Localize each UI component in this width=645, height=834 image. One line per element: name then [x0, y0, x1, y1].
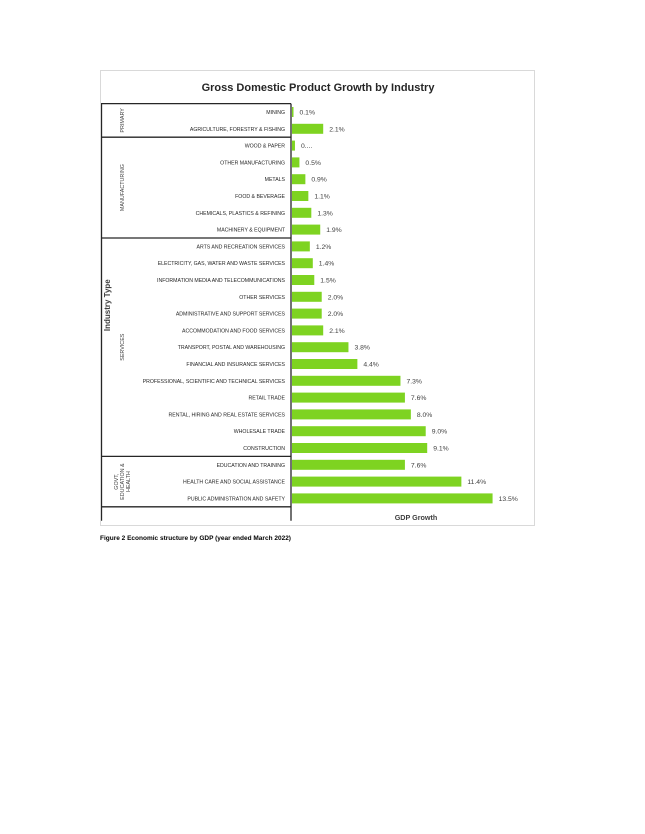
data-label-electricity-gas-water-and-waste-services: 1.4%: [318, 260, 335, 268]
group-label-manufacturing: MANUFACTURING: [120, 164, 126, 212]
category-label-accommodation-and-food-services: ACCOMMODATION AND FOOD SERVICES: [182, 328, 285, 335]
category-label-wholesale-trade: WHOLESALE TRADE: [233, 429, 285, 436]
category-label-education-and-training: EDUCATION AND TRAINING: [216, 462, 285, 469]
data-label-mining: 0.1%: [299, 109, 315, 117]
category-label-electricity-gas-water-and-waste-services: ELECTRICITY, GAS, WATER AND WASTE SERVICES: [157, 261, 285, 268]
x-axis-title: GDP Growth: [394, 513, 438, 522]
data-label-arts-and-recreation-services: 1.2%: [315, 243, 332, 251]
y-axis-title: Industry Type: [103, 279, 112, 332]
data-label-agriculture-forestry-fishing: 2.1%: [329, 126, 345, 134]
data-label-rental-hiring-and-real-estate-services: 8.0%: [416, 411, 433, 419]
data-label-education-and-training: 7.6%: [410, 462, 427, 470]
bar-accommodation-and-food-services: [292, 325, 323, 335]
data-label-metals: 0.9%: [311, 176, 327, 184]
bar-chemicals-plastics-refining: [292, 208, 311, 218]
category-label-machinery-equipment: MACHINERY & EQUIPMENT: [216, 227, 285, 234]
data-label-financial-and-insurance-services: 4.4%: [363, 361, 379, 369]
category-label-administrative-and-support-services: ADMINISTRATIVE AND SUPPORT SERVICES: [175, 311, 285, 318]
figure-caption: Figure 2 Economic structure by GDP (year ended March 2022): [100, 535, 291, 542]
category-label-professional-scientific-and-technical-services: PROFESSIONAL, SCIENTIFIC AND TECHNICAL SERVICES: [142, 378, 285, 385]
bar-wholesale-trade: [292, 426, 426, 436]
category-label-chemicals-plastics-refining: CHEMICALS, PLASTICS & REFINING: [195, 210, 285, 217]
data-label-other-manufacturing: 0.5%: [305, 159, 321, 167]
data-label-wood-paper: 0....: [300, 143, 313, 151]
data-label-accommodation-and-food-services: 2.1%: [329, 327, 345, 335]
bar-transport-postal-and-warehousing: [292, 342, 348, 352]
category-label-other-services: OTHER SERVICES: [239, 294, 285, 301]
category-label-wood-paper: WOOD & PAPER: [244, 143, 285, 150]
bar-public-administration-and-safety: [292, 493, 493, 503]
bar-professional-scientific-and-technical-services: [292, 376, 400, 386]
gdp-growth-bar-chart: [101, 71, 536, 527]
data-label-transport-postal-and-warehousing: 3.8%: [354, 344, 370, 352]
bar-food-beverage: [292, 191, 308, 201]
category-label-rental-hiring-and-real-estate-services: RENTAL, HIRING AND REAL ESTATE SERVICES: [168, 412, 285, 419]
bar-information-media-and-telecommunications: [292, 275, 314, 285]
category-label-construction: CONSTRUCTION: [243, 446, 285, 452]
data-label-food-beverage: 1.1%: [314, 193, 330, 201]
chart-title: Gross Domestic Product Growth by Industry: [201, 82, 435, 94]
group-label-primary: PRIMARY: [120, 108, 126, 133]
category-label-retail-trade: RETAIL TRADE: [248, 395, 285, 402]
data-label-information-media-and-telecommunications: 1.5%: [320, 277, 336, 285]
category-label-information-media-and-telecommunications: INFORMATION MEDIA AND TELECOMMUNICATIONS: [157, 278, 285, 284]
group-label-services: SERVICES: [120, 333, 126, 361]
data-label-administrative-and-support-services: 2.0%: [327, 311, 344, 319]
category-label-food-beverage: FOOD & BEVERAGE: [235, 194, 285, 200]
data-label-chemicals-plastics-refining: 1.3%: [317, 210, 333, 218]
bar-education-and-training: [292, 460, 405, 470]
category-label-other-manufacturing: OTHER MANUFACTURING: [220, 160, 285, 167]
data-label-retail-trade: 7.6%: [410, 395, 427, 403]
data-label-wholesale-trade: 9.0%: [431, 428, 448, 436]
bar-health-care-and-social-assistance: [292, 477, 461, 487]
bar-wood-paper: [292, 141, 295, 151]
category-label-public-administration-and-safety: PUBLIC ADMINISTRATION AND SAFETY: [187, 496, 285, 503]
bar-metals: [292, 174, 305, 184]
category-label-financial-and-insurance-services: FINANCIAL AND INSURANCE SERVICES: [186, 362, 285, 368]
bar-rental-hiring-and-real-estate-services: [292, 409, 411, 419]
chart-container: [100, 70, 535, 526]
bar-administrative-and-support-services: [292, 309, 322, 319]
data-label-construction: 9.1%: [433, 445, 449, 453]
bar-construction: [292, 443, 427, 453]
category-label-health-care-and-social-assistance: HEALTH CARE AND SOCIAL ASSISTANCE: [183, 479, 285, 486]
bar-agriculture-forestry-fishing: [292, 124, 323, 134]
data-label-public-administration-and-safety: 13.5%: [498, 495, 518, 503]
bar-other-manufacturing: [292, 157, 299, 167]
category-label-arts-and-recreation-services: ARTS AND RECREATION SERVICES: [196, 244, 285, 251]
data-label-machinery-equipment: 1.9%: [326, 227, 342, 235]
bar-mining: [292, 107, 294, 117]
data-label-professional-scientific-and-technical-services: 7.3%: [406, 378, 422, 386]
bar-other-services: [292, 292, 322, 302]
group-label-govt-education-health: GOVT,EDUCATION &HEALTH: [113, 463, 133, 500]
bar-arts-and-recreation-services: [292, 241, 310, 251]
category-label-mining: MINING: [266, 110, 285, 116]
bar-electricity-gas-water-and-waste-services: [292, 258, 313, 268]
bar-machinery-equipment: [292, 225, 320, 235]
data-label-health-care-and-social-assistance: 11.4%: [467, 479, 487, 487]
data-label-other-services: 2.0%: [327, 294, 344, 302]
category-label-agriculture-forestry-fishing: AGRICULTURE, FORESTRY & FISHING: [189, 126, 285, 133]
category-label-metals: METALS: [264, 177, 285, 184]
category-label-transport-postal-and-warehousing: TRANSPORT, POSTAL AND WAREHOUSING: [177, 345, 285, 352]
bar-financial-and-insurance-services: [292, 359, 357, 369]
bar-retail-trade: [292, 393, 405, 403]
